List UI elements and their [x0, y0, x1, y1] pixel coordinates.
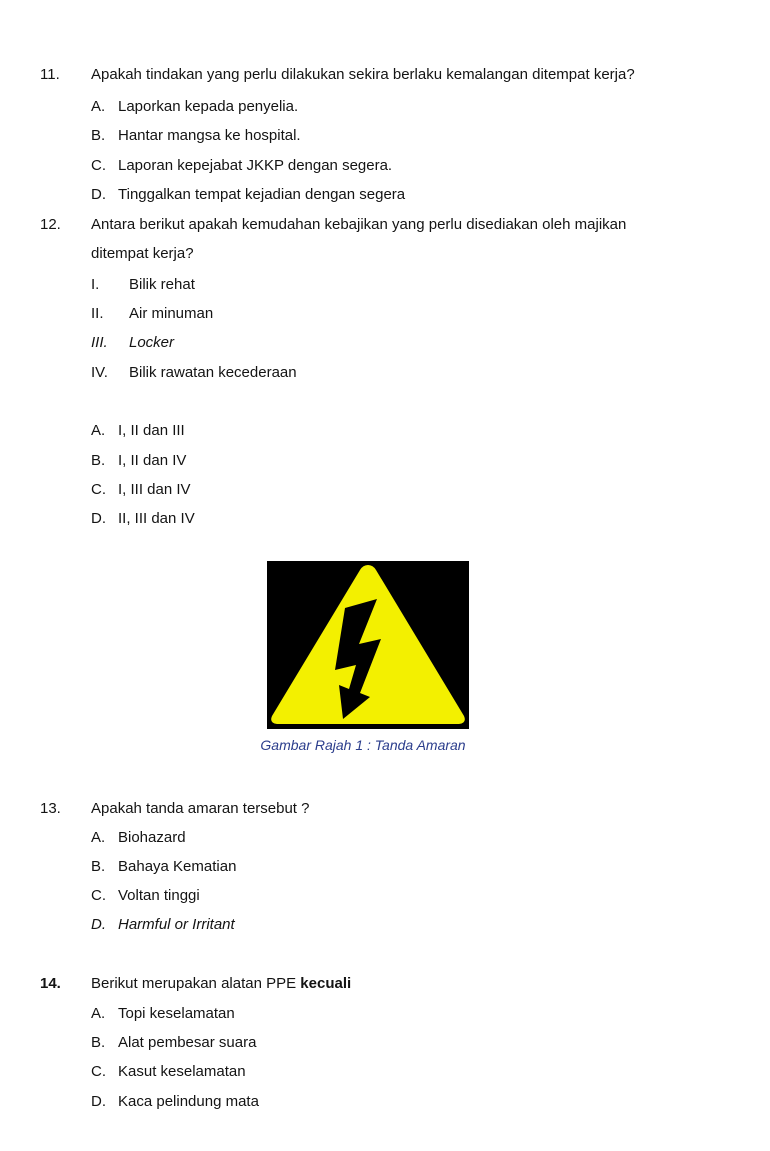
- option-letter: B.: [91, 1034, 106, 1051]
- option-letter: B.: [91, 858, 106, 875]
- statement-numeral: IV.: [91, 364, 108, 381]
- high-voltage-warning-icon: [267, 561, 469, 729]
- option-text: Voltan tinggi: [118, 887, 200, 904]
- option-text: I, II dan III: [118, 422, 185, 439]
- statement-text: Bilik rehat: [129, 276, 195, 293]
- option-text: Alat pembesar suara: [118, 1034, 257, 1051]
- option-letter: D.: [91, 916, 106, 933]
- option-letter: C.: [91, 887, 106, 904]
- question-stem-line-1: Antara berikut apakah kemudahan kebajikan yang perlu disediakan oleh majikan: [91, 216, 627, 233]
- option-letter: C.: [91, 1063, 106, 1080]
- question-number: 11.: [40, 66, 60, 83]
- option-c[interactable]: [91, 157, 392, 174]
- option-text: Kasut keselamatan: [118, 1063, 246, 1080]
- option-text: I, II dan IV: [118, 452, 187, 469]
- option-c[interactable]: [91, 1063, 246, 1080]
- option-letter: D.: [91, 186, 106, 203]
- option-text: Harmful or Irritant: [118, 916, 235, 933]
- option-d[interactable]: [91, 510, 195, 527]
- option-letter: B.: [91, 127, 106, 144]
- question-stem-text: Berikut merupakan alatan PPE: [91, 975, 301, 992]
- statement-item: [91, 334, 174, 351]
- option-b[interactable]: [91, 127, 301, 144]
- option-a[interactable]: [91, 1005, 235, 1022]
- option-b[interactable]: [91, 1034, 256, 1051]
- statement-text: Locker: [129, 334, 175, 351]
- option-a[interactable]: [91, 98, 298, 115]
- emphasis-keyword: kecuali: [300, 975, 352, 992]
- question-number: 14.: [40, 975, 61, 992]
- question-stem: Apakah tindakan yang perlu dilakukan sekira berlaku kemalangan ditempat kerja?: [91, 66, 635, 83]
- option-c[interactable]: [91, 481, 191, 498]
- question-stem: [91, 975, 351, 992]
- option-letter: C.: [91, 157, 106, 174]
- option-d[interactable]: [91, 186, 405, 203]
- option-letter: D.: [91, 1093, 106, 1110]
- question-number: 12.: [40, 216, 61, 233]
- option-text: Biohazard: [118, 829, 186, 846]
- option-letter: B.: [91, 452, 106, 469]
- option-text: Laporkan kepada penyelia.: [118, 98, 299, 115]
- option-letter: D.: [91, 510, 106, 527]
- option-text: I, III dan IV: [118, 481, 191, 498]
- option-text: Bahaya Kematian: [118, 858, 237, 875]
- option-letter: A.: [91, 1005, 106, 1022]
- option-text: Laporan kepejabat JKKP dengan segera.: [118, 157, 393, 174]
- option-letter: A.: [91, 422, 106, 439]
- option-letter: C.: [91, 481, 106, 498]
- option-letter: A.: [91, 829, 106, 846]
- option-text: Tinggalkan tempat kejadian dengan segera: [118, 186, 406, 203]
- question-number: 13.: [40, 800, 61, 817]
- figure-caption: Gambar Rajah 1 : Tanda Amaran: [260, 737, 466, 753]
- statement-item: [91, 305, 213, 322]
- statement-numeral: II.: [91, 305, 104, 322]
- statement-text: Air minuman: [129, 305, 214, 322]
- option-d[interactable]: [91, 1093, 259, 1110]
- option-a[interactable]: [91, 422, 185, 439]
- option-text: Kaca pelindung mata: [118, 1093, 259, 1110]
- option-a[interactable]: [91, 829, 186, 846]
- option-text: II, III dan IV: [118, 510, 195, 527]
- option-text: Topi keselamatan: [118, 1005, 235, 1022]
- option-b[interactable]: [91, 452, 186, 469]
- option-c[interactable]: [91, 887, 200, 904]
- option-text: Hantar mangsa ke hospital.: [118, 127, 301, 144]
- question-stem: Apakah tanda amaran tersebut ?: [91, 800, 310, 817]
- statement-numeral: III.: [91, 334, 108, 351]
- statement-numeral: I.: [91, 276, 100, 293]
- statement-item: [91, 364, 297, 381]
- option-letter: A.: [91, 98, 106, 115]
- option-d[interactable]: [91, 916, 235, 933]
- statement-item: [91, 276, 195, 293]
- question-stem-line-2: ditempat kerja?: [91, 245, 194, 262]
- statement-text: Bilik rawatan kecederaan: [129, 364, 297, 381]
- option-b[interactable]: [91, 858, 236, 875]
